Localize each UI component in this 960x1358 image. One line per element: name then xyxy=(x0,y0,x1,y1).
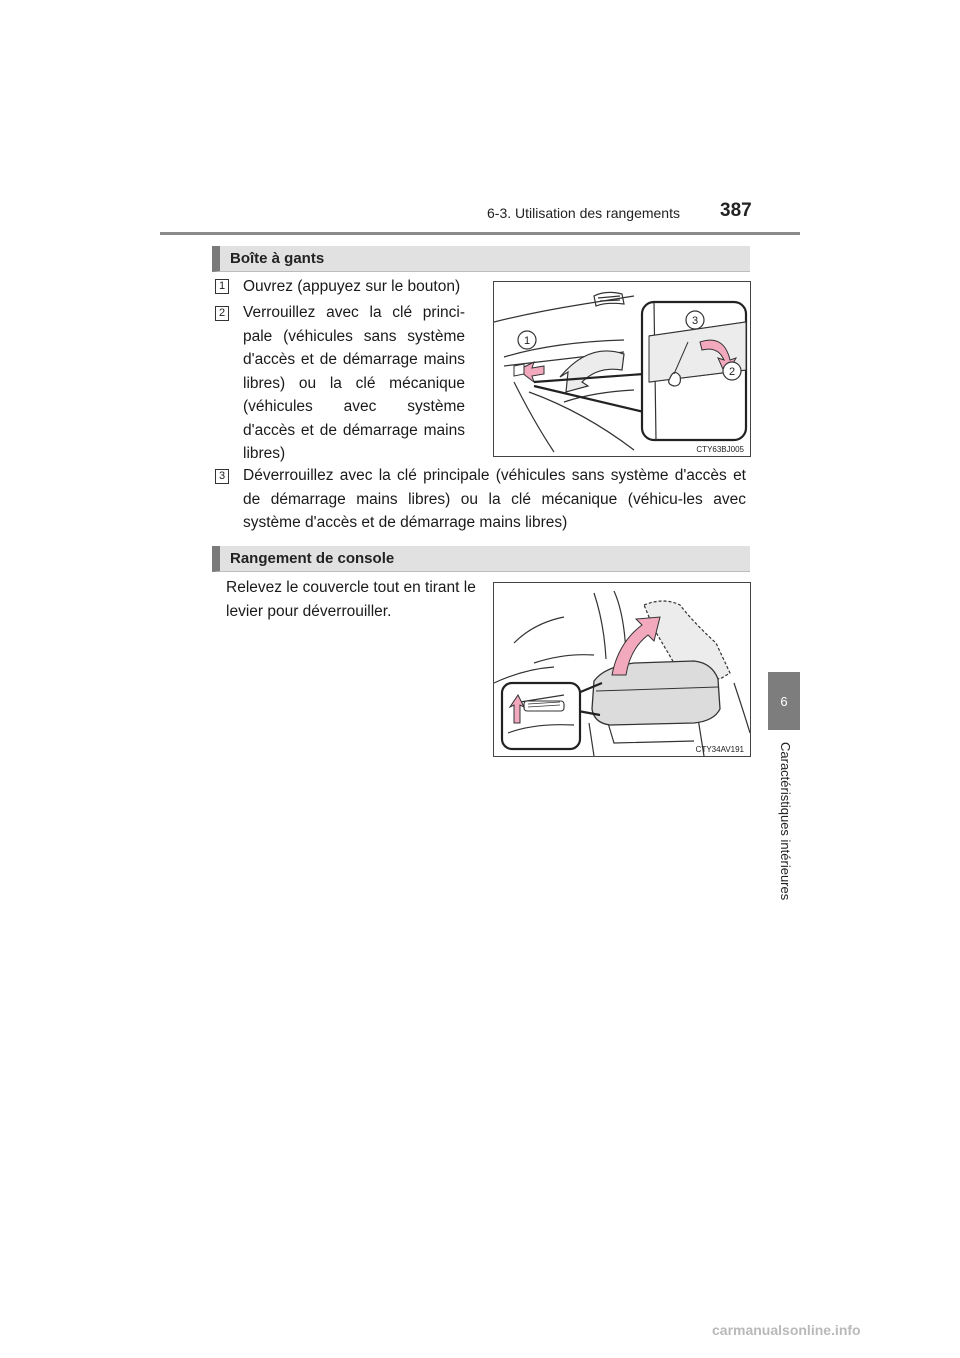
callout-1: 1 xyxy=(523,335,531,347)
console-instruction: Relevez le couvercle tout en tirant le levier pour déverrouiller. xyxy=(226,579,476,620)
section-title: Boîte à gants xyxy=(230,250,325,267)
figure-code: CTY63BJ005 xyxy=(696,445,744,454)
running-header-section: 6-3. Utilisation des rangements xyxy=(487,205,680,221)
header-rule xyxy=(160,232,800,235)
step-badge-3: 3 xyxy=(215,469,229,484)
step-text-2: Verrouillez avec la clé princi-pale (véhicules sans système d'accès et de démarrage mains libres) ou la clé mécanique (véhicules avec système d'accès et de démarrage mains libres) xyxy=(243,304,465,462)
page-number: 387 xyxy=(720,200,752,221)
watermark: carmanualsonline.info xyxy=(712,1322,861,1338)
step-text-1: Ouvrez (appuyez sur le bouton) xyxy=(243,278,461,295)
figure-console-box xyxy=(493,582,751,757)
chapter-label-text: Caractéristiques intérieures xyxy=(778,742,793,901)
section-header-glove-box xyxy=(212,246,750,272)
chapter-label xyxy=(776,742,796,942)
step-text-3: Déverrouillez avec la clé principale (véhicules sans système d'accès et de démarrage mains libres) ou la clé mécanique (véhicu-les avec système d'accès et de démarrage mains libres) xyxy=(243,467,746,531)
section-header-console xyxy=(212,546,750,572)
section-title: Rangement de console xyxy=(230,550,395,567)
step-badge-1: 1 xyxy=(215,279,229,294)
console-box-illustration xyxy=(494,583,750,756)
chapter-tab xyxy=(768,672,800,730)
callout-2: 2 xyxy=(728,366,736,378)
chapter-number: 6 xyxy=(780,693,788,709)
step-badge-2: 2 xyxy=(215,306,229,321)
callout-3: 3 xyxy=(691,315,699,327)
figure-glove-box xyxy=(493,281,751,457)
figure-code: CTY34AV191 xyxy=(695,745,744,754)
glove-box-illustration xyxy=(494,282,750,456)
